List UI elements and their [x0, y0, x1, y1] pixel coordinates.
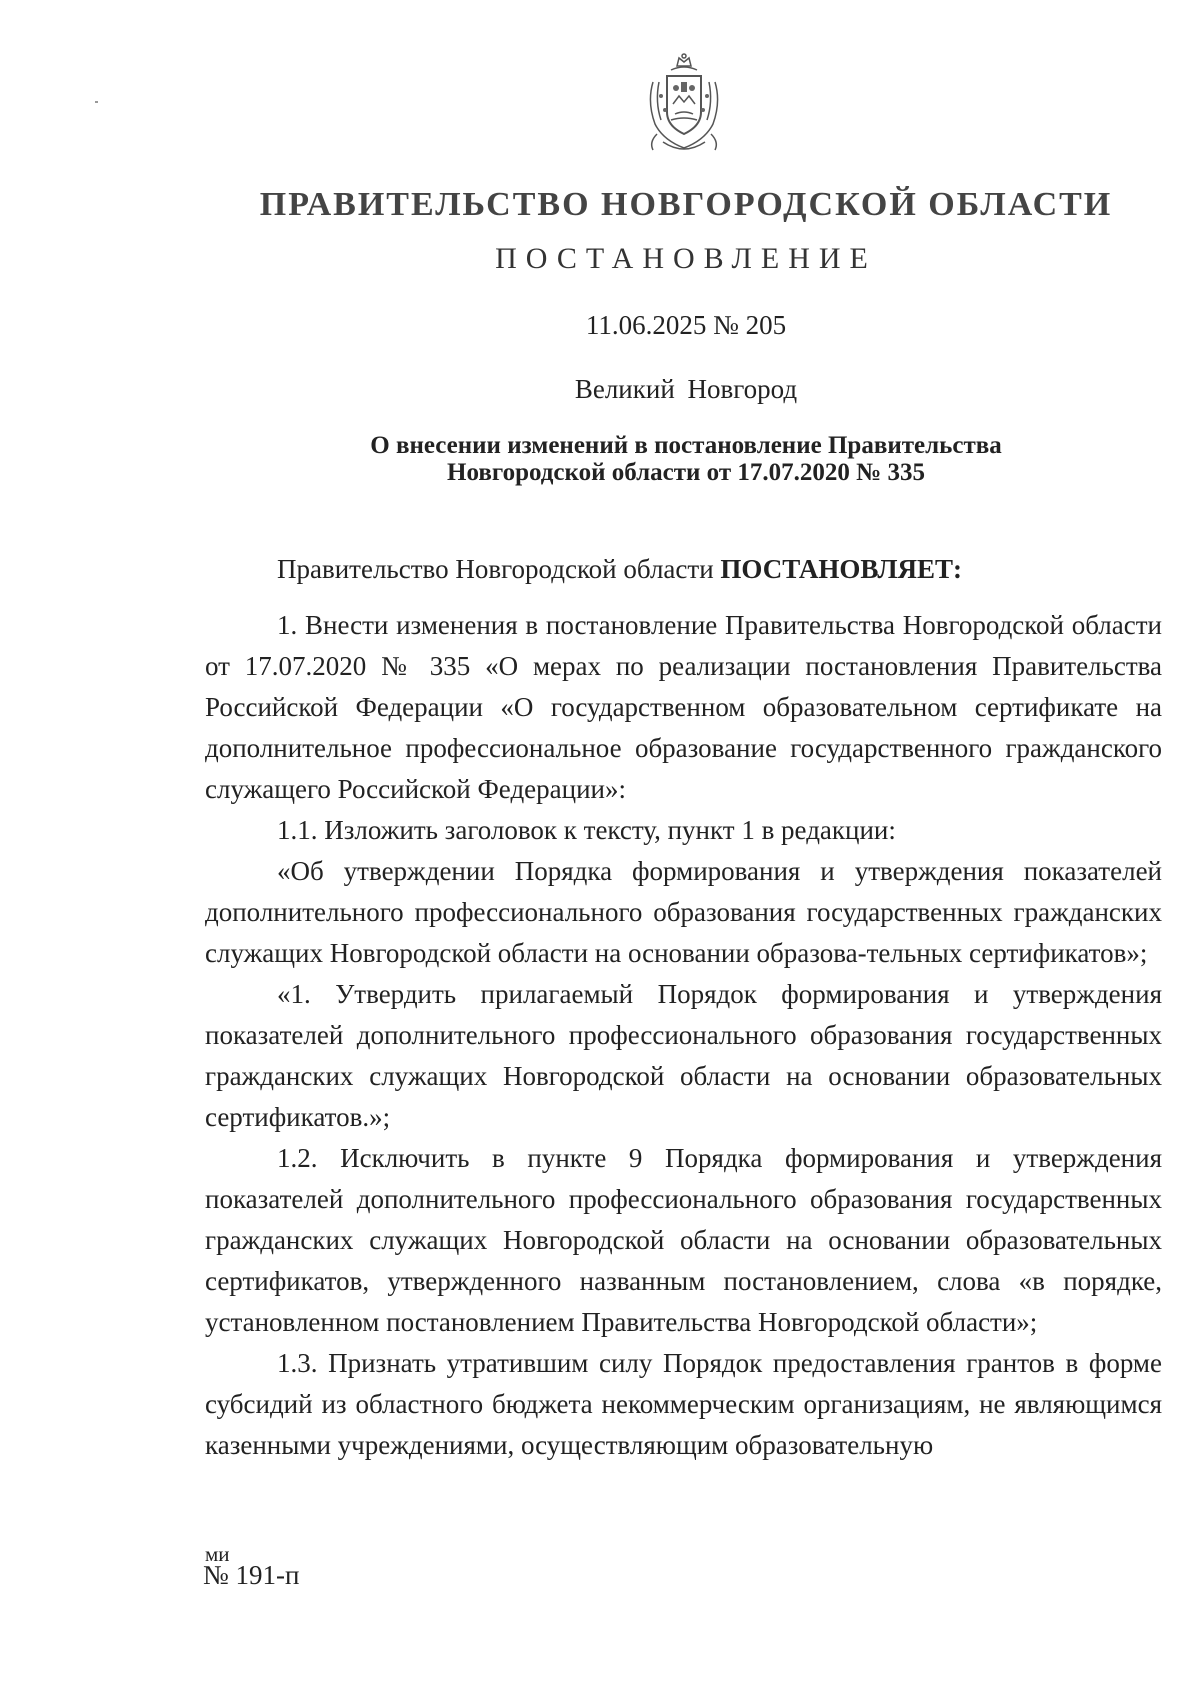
document-kind: ПОСТАНОВЛЕНИЕ — [495, 242, 877, 275]
document-city: Великий Новгород — [574, 374, 798, 404]
scan-speck — [95, 101, 98, 103]
organization-title: ПРАВИТЕЛЬСТВО НОВГОРОДСКОЙ ОБЛАСТИ — [259, 186, 1113, 223]
paragraph-1-3: 1.3. Признать утратившим силу Порядок предоставления грантов в форме субсидий из областного бюджета некоммерческим организациям, не являющимся казенными учреждениями, осуществляющим образовательную — [205, 1348, 1162, 1460]
footer-doc-number: № 191-п — [203, 1560, 300, 1590]
text-fragment: ми — [205, 1542, 230, 1566]
coat-of-arms-icon — [641, 52, 727, 158]
lead-bold: ПОСТАНОВЛЯЕТ: — [720, 554, 962, 584]
paragraph-1: 1. Внести изменения в постановление Правительства Новгородской области от 17.07.2020 № 335 «О мерах по реализации постановления Правительства Российской Федерации «О государственном образовательном сертификате на дополнительное профессиональное образование государственного гражданского служащего Российской Федерации»: — [205, 610, 1162, 804]
subject-line-2: Новгородской области от 17.07.2020 № 335 — [447, 459, 925, 486]
document-date-number: 11.06.2025 № 205 — [585, 310, 787, 340]
document-subject — [0, 432, 1200, 486]
lead-text: Правительство Новгородской области — [277, 554, 721, 584]
subject-line-1: О внесении изменений в постановление Правительства — [370, 432, 1002, 459]
paragraph-1-2: 1.2. Исключить в пункте 9 Порядка формирования и утверждения показателей дополнительного профессионального образования государственных гражданских служащих Новгородской области на основании образовательных сертификатов, утвержденного названным постановлением, слова «в порядке, установленном постановлением Правительства Новгородской области»; — [205, 1143, 1162, 1337]
resolution-lead — [277, 554, 962, 585]
paragraph-title-text: «Об утверждении Порядка формирования и утверждения показателей дополнительного профессионального образования государственных гражданских служащих Новгородской области на основании образова-тельных сертификатов»; — [205, 856, 1162, 968]
paragraph-1-1: 1.1. Изложить заголовок к тексту, пункт 1 в редакции: — [277, 815, 896, 845]
paragraph-item-1-text: «1. Утвердить прилагаемый Порядок формирования и утверждения показателей дополнительного профессионального образования государственных гражданских служащих Новгородской области на основании образовательных сертификатов.»; — [205, 979, 1162, 1132]
document-body — [205, 605, 1162, 1466]
